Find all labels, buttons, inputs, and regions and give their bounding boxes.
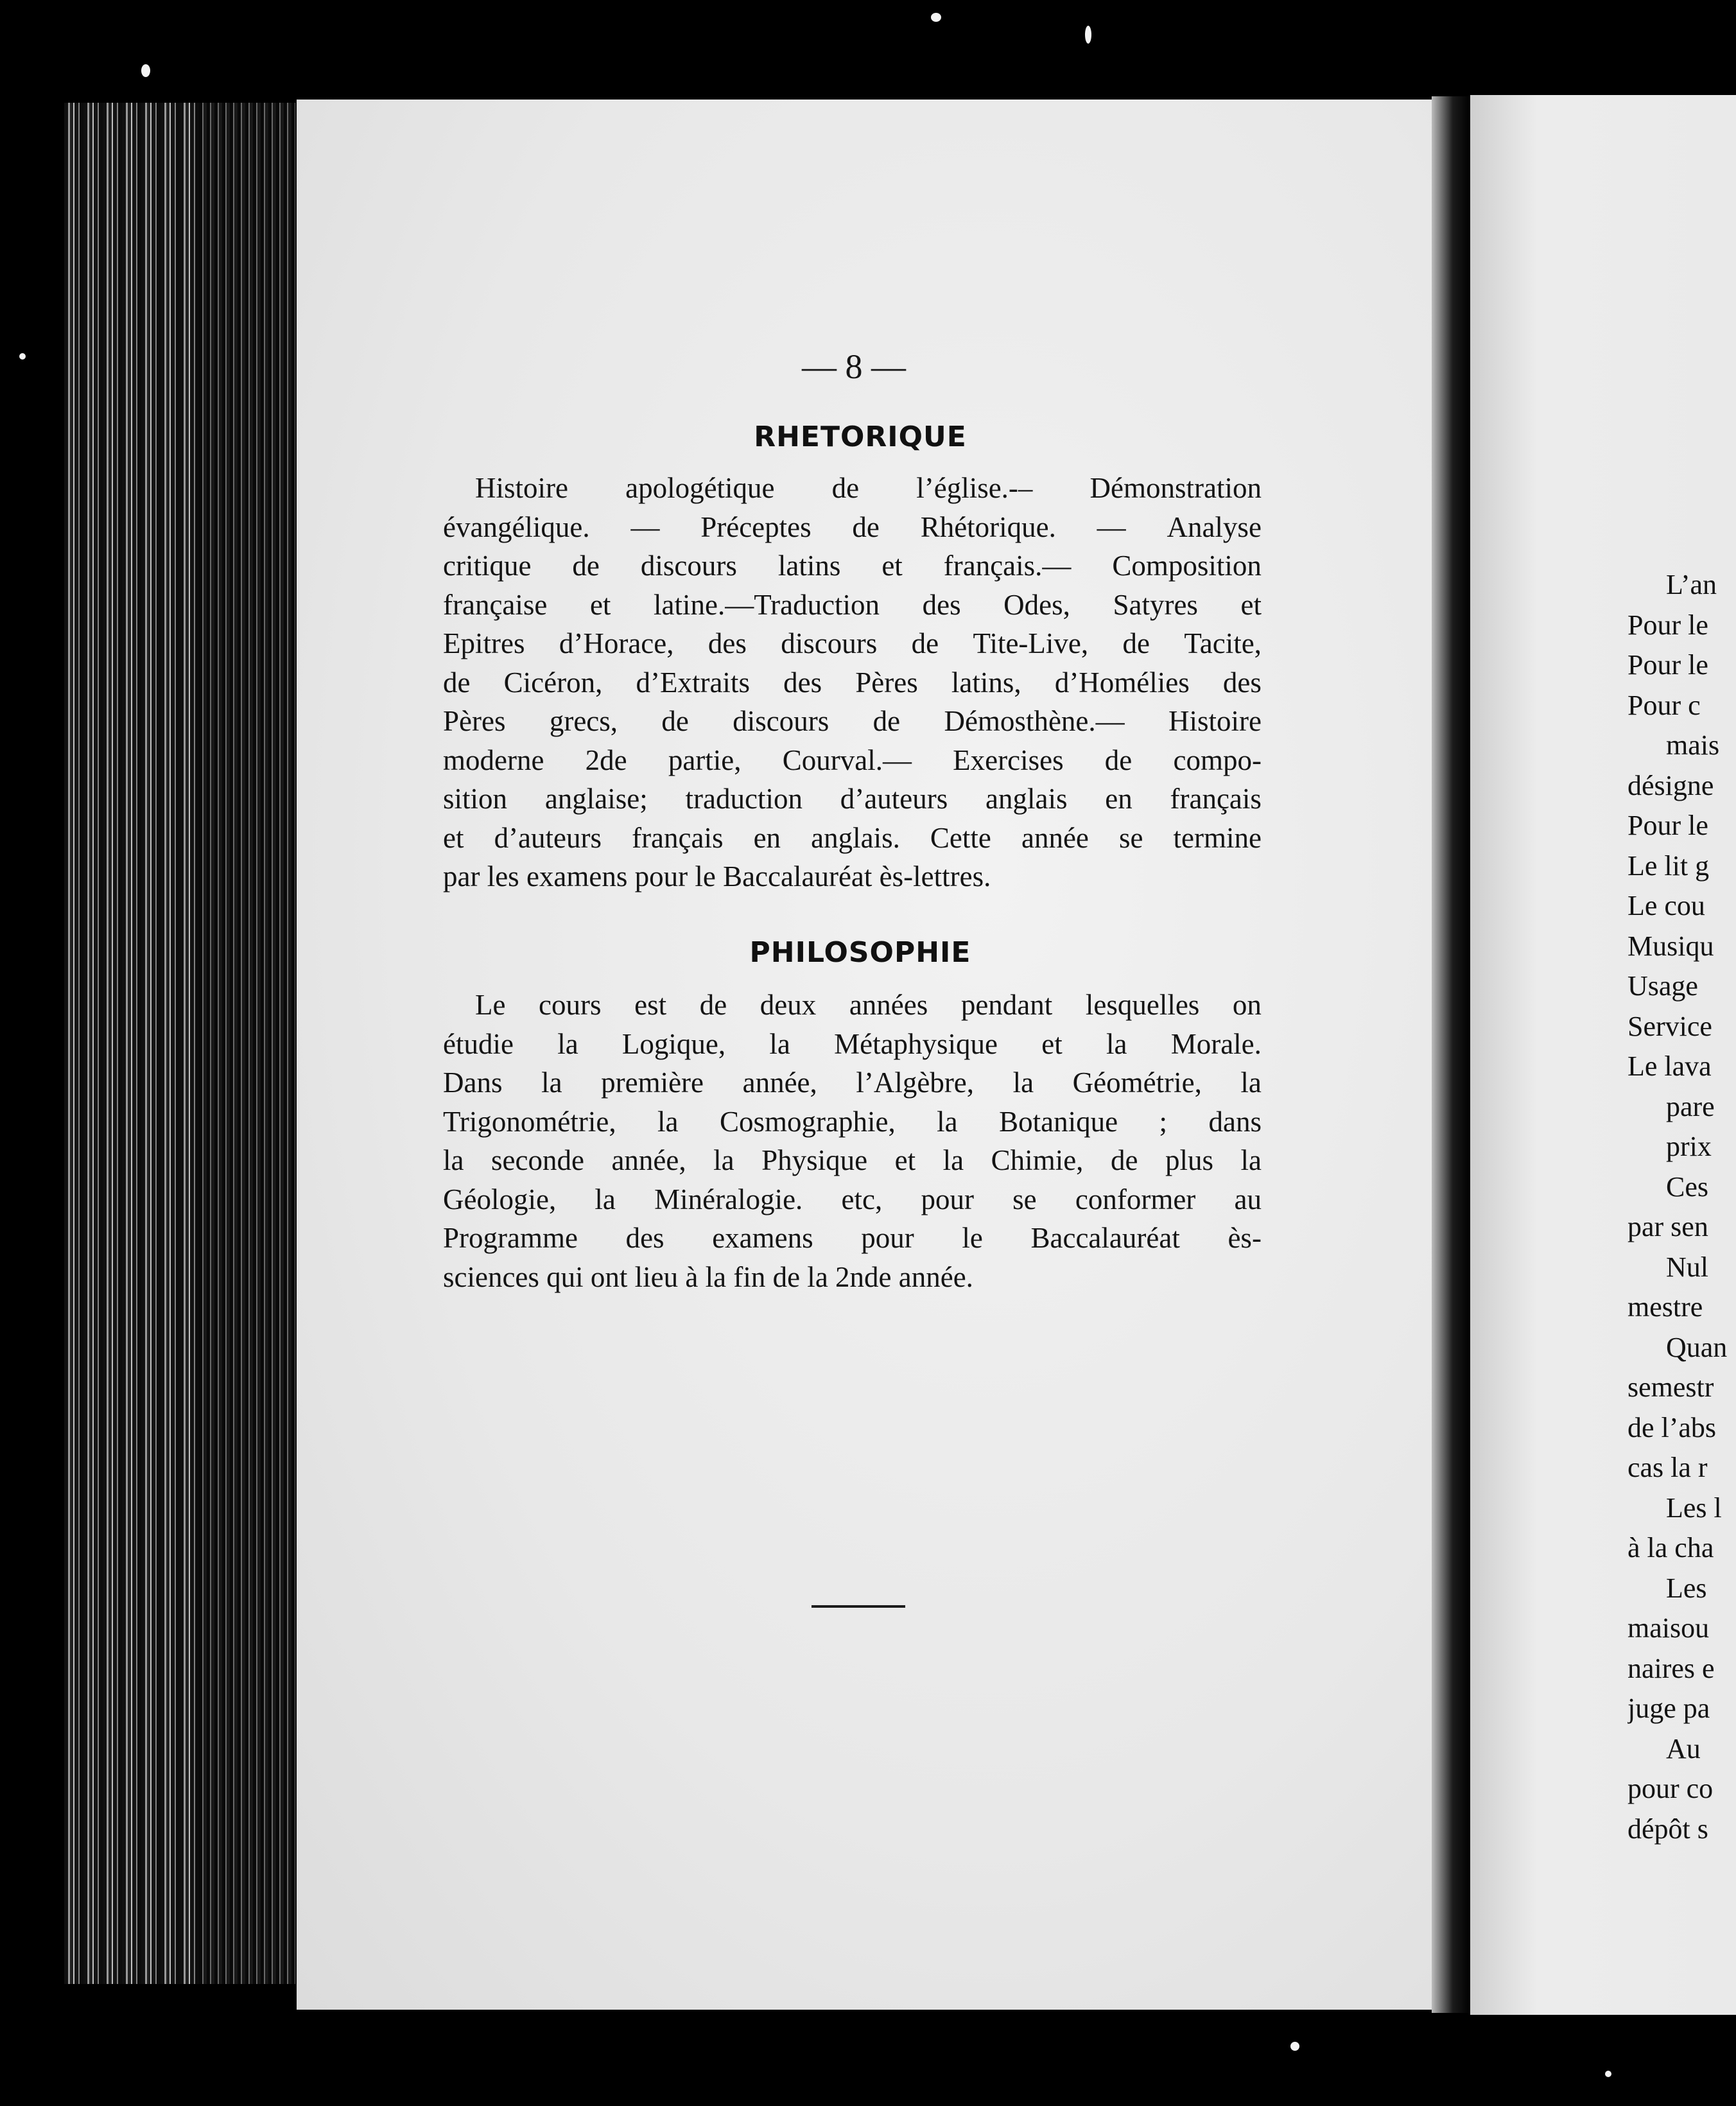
word: Pères bbox=[855, 666, 918, 699]
word: Chimie, bbox=[991, 1144, 1084, 1176]
word: discours bbox=[640, 550, 737, 582]
right-line: par sen bbox=[1627, 1211, 1708, 1242]
word: français bbox=[1170, 783, 1262, 815]
word: Epitres bbox=[443, 627, 525, 659]
word: de bbox=[443, 666, 471, 699]
word: des bbox=[922, 588, 961, 621]
right-line: mais bbox=[1666, 729, 1720, 761]
word: moderne bbox=[443, 744, 544, 776]
right-line: L’an bbox=[1666, 569, 1717, 600]
word: l’église.-– bbox=[916, 472, 1033, 504]
word: latins bbox=[777, 550, 841, 582]
word: Démonstration bbox=[1089, 472, 1262, 504]
word: partie, bbox=[668, 744, 742, 776]
word: la bbox=[657, 1105, 679, 1138]
word: pour bbox=[861, 1222, 914, 1254]
right-line: de l’abs bbox=[1627, 1411, 1717, 1443]
word: lesquelles bbox=[1085, 989, 1200, 1021]
word: anglais. bbox=[811, 821, 900, 854]
word: d’auteurs bbox=[494, 821, 602, 854]
word: anglais bbox=[985, 783, 1068, 815]
right-line: Pour le bbox=[1627, 649, 1708, 681]
right-line: semestr bbox=[1627, 1371, 1714, 1403]
text-line bbox=[443, 1141, 1262, 1180]
word: année bbox=[1021, 821, 1089, 854]
dust-speck bbox=[1085, 26, 1091, 44]
word: en bbox=[1105, 783, 1133, 815]
right-line: prix bbox=[1666, 1131, 1712, 1162]
word: Tite-Live, bbox=[973, 627, 1089, 659]
heading-philosophie: PHILOSOPHIE bbox=[749, 936, 971, 969]
word: des bbox=[625, 1222, 664, 1254]
word: anglaise; bbox=[544, 783, 648, 815]
word: d’Homélies bbox=[1054, 666, 1190, 699]
word: plus bbox=[1165, 1144, 1213, 1176]
right-page-text bbox=[1627, 565, 1736, 1849]
word: Morale. bbox=[1170, 1027, 1262, 1060]
word: traduction bbox=[685, 783, 803, 815]
text-line bbox=[443, 586, 1262, 625]
word: de bbox=[1104, 744, 1133, 776]
word: français bbox=[632, 821, 724, 854]
word: est bbox=[634, 989, 667, 1021]
dust-speck bbox=[141, 64, 150, 77]
word: Cosmographie, bbox=[719, 1105, 896, 1138]
text-line bbox=[443, 469, 1262, 508]
right-line: pare bbox=[1666, 1090, 1715, 1122]
word: sition bbox=[443, 783, 508, 815]
word: et bbox=[881, 550, 903, 582]
word: la bbox=[1240, 1144, 1262, 1176]
word: critique bbox=[443, 550, 532, 582]
word: en bbox=[753, 821, 781, 854]
word: dans bbox=[1208, 1105, 1262, 1138]
right-line: désigne bbox=[1627, 769, 1714, 801]
word: Dans bbox=[443, 1066, 503, 1099]
word: Programme bbox=[443, 1222, 578, 1254]
text-line bbox=[443, 1102, 1262, 1142]
word: de bbox=[831, 472, 860, 504]
right-line: Musiqu bbox=[1627, 930, 1714, 962]
word: Baccalauréat bbox=[1030, 1222, 1180, 1254]
right-line: Les l bbox=[1666, 1492, 1722, 1524]
paragraph-philosophie bbox=[443, 986, 1262, 1296]
word: de bbox=[1110, 1144, 1138, 1176]
text-line bbox=[443, 779, 1262, 819]
word: la bbox=[1240, 1066, 1262, 1099]
right-line: naires e bbox=[1627, 1652, 1715, 1684]
word: conformer bbox=[1075, 1183, 1196, 1215]
word: et bbox=[443, 821, 464, 854]
word: et bbox=[1041, 1027, 1063, 1060]
word: Trigonométrie, bbox=[443, 1105, 616, 1138]
word: discours bbox=[781, 627, 878, 659]
word: pendant bbox=[960, 989, 1053, 1021]
paragraph-rhetorique bbox=[443, 469, 1262, 896]
word: de bbox=[699, 989, 727, 1021]
word: Logique, bbox=[621, 1027, 726, 1060]
word: Botanique bbox=[999, 1105, 1118, 1138]
word: de bbox=[852, 510, 880, 543]
word: de bbox=[872, 705, 901, 737]
word: la bbox=[557, 1027, 578, 1060]
word: au bbox=[1234, 1183, 1262, 1215]
right-line: à la cha bbox=[1627, 1532, 1714, 1563]
word: seconde bbox=[491, 1144, 584, 1176]
word: Odes, bbox=[1003, 588, 1070, 621]
right-line: Usage bbox=[1627, 970, 1698, 1002]
word: Pères bbox=[443, 705, 506, 737]
right-line: Le lava bbox=[1627, 1050, 1712, 1082]
word: la bbox=[942, 1144, 964, 1176]
text-line: sciences qui ont lieu à la fin de la 2nde année. bbox=[443, 1260, 973, 1293]
word: Courval.— bbox=[782, 744, 912, 776]
word: d’auteurs bbox=[840, 783, 948, 815]
word: l’Algèbre, bbox=[856, 1066, 975, 1099]
word: ; bbox=[1159, 1105, 1168, 1138]
word: latine.—Traduction bbox=[654, 588, 880, 621]
word: le bbox=[962, 1222, 983, 1254]
word: latins, bbox=[951, 666, 1021, 699]
text-line bbox=[443, 1025, 1262, 1064]
text-line bbox=[443, 624, 1262, 663]
right-line: Pour le bbox=[1627, 810, 1708, 841]
right-line: Pour c bbox=[1627, 689, 1701, 721]
word: se bbox=[1012, 1183, 1037, 1215]
word: examens bbox=[712, 1222, 813, 1254]
page-number: — 8 — bbox=[802, 347, 906, 386]
word: des bbox=[783, 666, 822, 699]
text-line bbox=[443, 819, 1262, 858]
word: de bbox=[572, 550, 600, 582]
right-line: Pour le bbox=[1627, 609, 1708, 641]
word: française bbox=[443, 588, 548, 621]
word: et bbox=[589, 588, 611, 621]
word: Métaphysique bbox=[834, 1027, 998, 1060]
word: apologétique bbox=[625, 472, 775, 504]
right-line: cas la r bbox=[1627, 1452, 1708, 1483]
right-line: maisou bbox=[1627, 1612, 1710, 1644]
text-line bbox=[443, 702, 1262, 741]
word: ès- bbox=[1228, 1222, 1262, 1254]
word: Histoire bbox=[1168, 705, 1262, 737]
word: année, bbox=[742, 1066, 817, 1099]
dust-speck bbox=[1290, 2042, 1299, 2051]
word: la bbox=[595, 1183, 616, 1215]
word: étudie bbox=[443, 1027, 514, 1060]
word: Géométrie, bbox=[1072, 1066, 1202, 1099]
word: Géologie, bbox=[443, 1183, 557, 1215]
word: se bbox=[1118, 821, 1143, 854]
word: évangélique. bbox=[443, 510, 590, 543]
word: — bbox=[630, 510, 660, 543]
word: première bbox=[601, 1066, 704, 1099]
word: la bbox=[1106, 1027, 1127, 1060]
word: Analyse bbox=[1167, 510, 1262, 543]
book-gutter bbox=[1432, 96, 1470, 2013]
text-line bbox=[443, 1063, 1262, 1102]
text-line bbox=[443, 1219, 1262, 1258]
text-line: par les examens pour le Baccalauréat ès-lettres. bbox=[443, 860, 991, 892]
right-line: Quan bbox=[1666, 1331, 1728, 1363]
word: Tacite, bbox=[1184, 627, 1262, 659]
word: de bbox=[661, 705, 689, 737]
book-page-edges bbox=[64, 103, 295, 1984]
word: de bbox=[911, 627, 939, 659]
word: la bbox=[1012, 1066, 1034, 1099]
right-line: Au bbox=[1666, 1732, 1701, 1764]
word: la bbox=[937, 1105, 958, 1138]
right-line: Ces bbox=[1666, 1170, 1708, 1203]
right-line: pour co bbox=[1627, 1773, 1714, 1804]
right-line: Le lit g bbox=[1627, 849, 1710, 882]
word: on bbox=[1232, 989, 1262, 1021]
word: Satyres bbox=[1113, 588, 1198, 621]
right-line: Service bbox=[1627, 1010, 1712, 1042]
text-line bbox=[443, 546, 1262, 586]
word: Démosthène.— bbox=[944, 705, 1125, 737]
word: pour bbox=[921, 1183, 974, 1215]
right-line: dépôt s bbox=[1627, 1813, 1708, 1845]
word: de bbox=[1122, 627, 1150, 659]
dust-speck bbox=[19, 353, 26, 360]
word: d’Horace, bbox=[559, 627, 674, 659]
word: 2de bbox=[585, 744, 627, 776]
dust-speck bbox=[931, 13, 941, 22]
right-line: mestre bbox=[1627, 1291, 1703, 1323]
text-line bbox=[443, 1180, 1262, 1219]
right-line: Le cou bbox=[1627, 890, 1705, 921]
word: années bbox=[849, 989, 928, 1021]
text-line bbox=[443, 663, 1262, 702]
right-line: Nul bbox=[1666, 1251, 1708, 1283]
word: la bbox=[713, 1144, 734, 1176]
word: discours bbox=[733, 705, 829, 737]
word: Minéralogie. bbox=[654, 1183, 803, 1215]
word: Composition bbox=[1112, 550, 1262, 582]
word: compo- bbox=[1173, 744, 1262, 776]
word: grecs, bbox=[549, 705, 618, 737]
word: et bbox=[1240, 588, 1262, 621]
heading-rhetorique: RHETORIQUE bbox=[754, 421, 967, 453]
word: Exercises bbox=[953, 744, 1064, 776]
word: Cicéron, bbox=[503, 666, 603, 699]
word: Physique bbox=[761, 1144, 868, 1176]
word: des bbox=[707, 627, 747, 659]
text-line bbox=[443, 508, 1262, 547]
right-line: Les bbox=[1666, 1572, 1707, 1604]
word: et bbox=[894, 1144, 916, 1176]
word: Le bbox=[475, 989, 506, 1021]
word: d’Extraits bbox=[636, 666, 750, 699]
word: la bbox=[769, 1027, 790, 1060]
text-line bbox=[443, 741, 1262, 780]
word: etc, bbox=[841, 1183, 883, 1215]
word: année, bbox=[611, 1144, 686, 1176]
word: français.— bbox=[943, 550, 1072, 582]
word: termine bbox=[1173, 821, 1262, 854]
word: cours bbox=[539, 989, 602, 1021]
end-rule bbox=[812, 1605, 905, 1608]
right-line: juge pa bbox=[1627, 1693, 1710, 1724]
word: Rhétorique. bbox=[920, 510, 1056, 543]
dust-speck bbox=[1605, 2071, 1611, 2077]
word: deux bbox=[759, 989, 817, 1021]
word: Histoire bbox=[475, 472, 568, 504]
word: Cette bbox=[930, 821, 991, 854]
word: la bbox=[541, 1066, 562, 1099]
word: — bbox=[1097, 510, 1126, 543]
word: la bbox=[443, 1144, 464, 1176]
word: Préceptes bbox=[700, 510, 812, 543]
text-line bbox=[443, 986, 1262, 1025]
word: des bbox=[1222, 666, 1262, 699]
